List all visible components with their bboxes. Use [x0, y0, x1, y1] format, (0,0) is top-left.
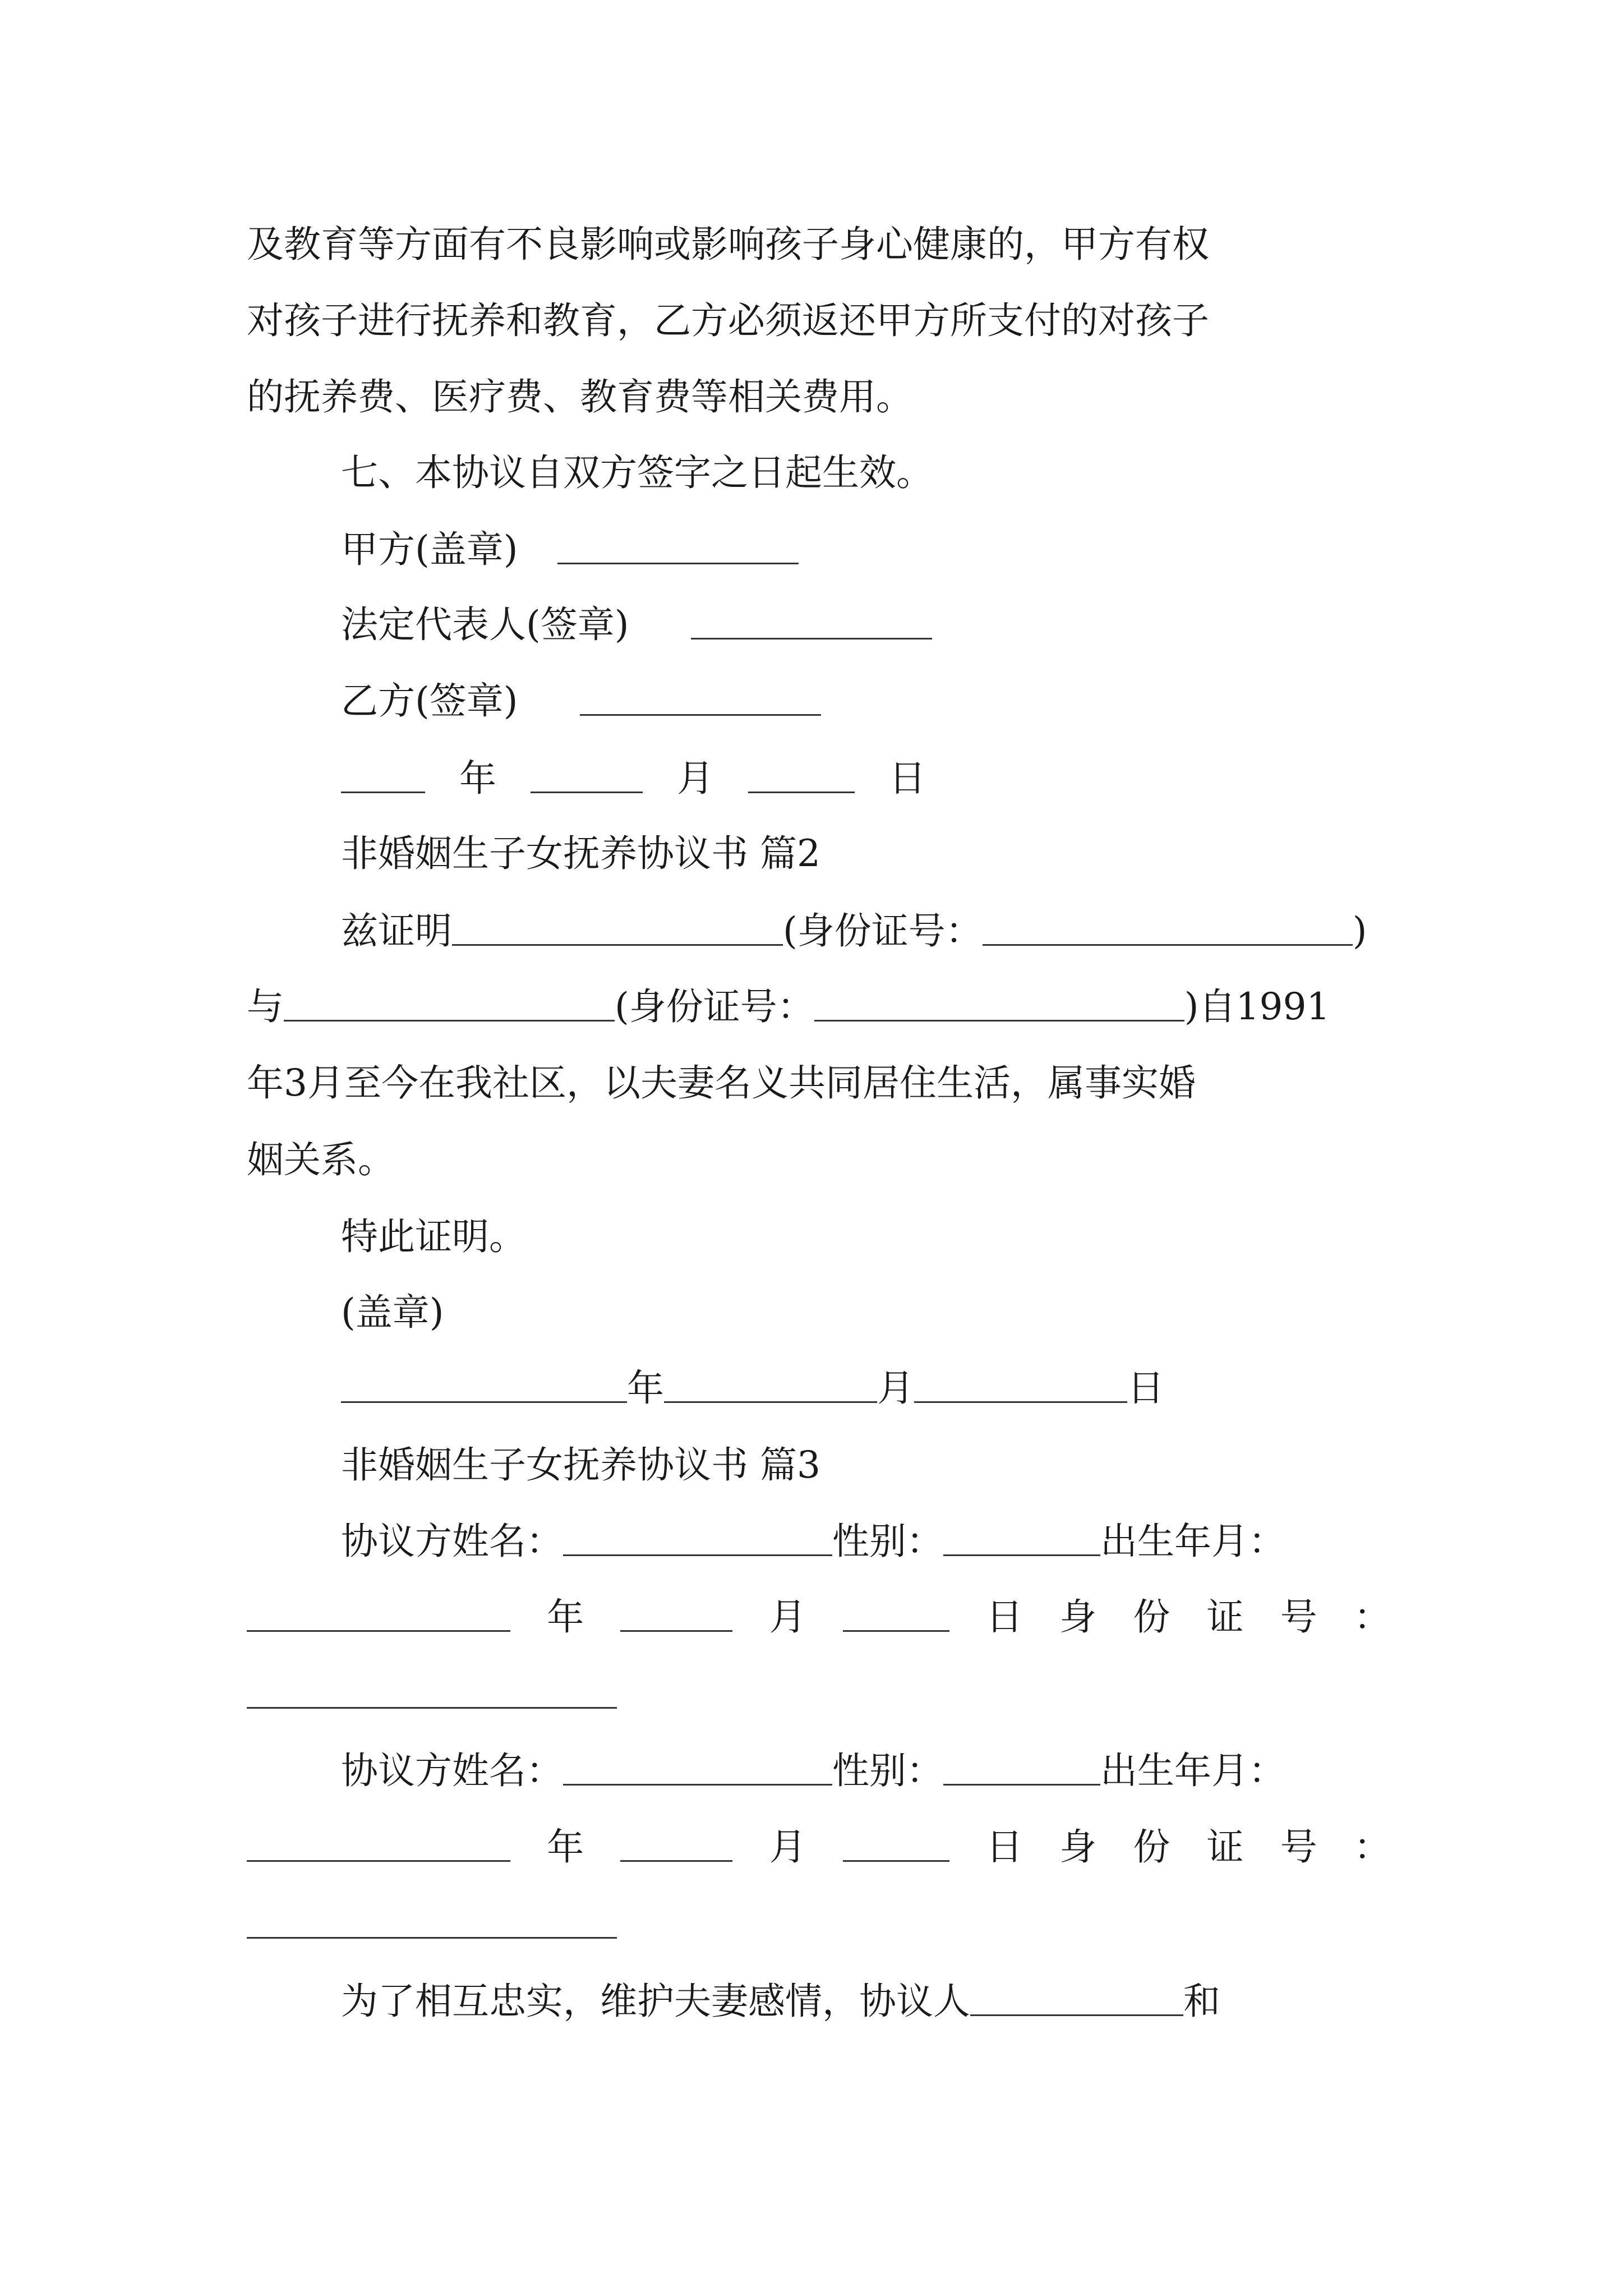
text: 与	[247, 985, 284, 1028]
day-label: 日	[888, 757, 926, 800]
year-blank	[341, 792, 425, 793]
name-blank	[563, 1554, 832, 1556]
certify-line	[341, 903, 1407, 959]
month-blank	[664, 1401, 877, 1403]
certify-line-2	[247, 979, 1391, 1035]
day-blank	[914, 1401, 1127, 1403]
text: 年3月至今在我社区，以夫妻名义共同居住生活，属事实婚	[247, 1061, 1196, 1105]
text: 身	[1059, 1595, 1097, 1639]
id-blank	[247, 1937, 617, 1939]
day-blank	[843, 1630, 949, 1632]
text: 性别：	[832, 1520, 943, 1563]
birth-id-line-1	[247, 1589, 1391, 1645]
text: )自1991	[1184, 985, 1330, 1028]
text: 份	[1133, 1595, 1170, 1639]
text: 身	[1059, 1825, 1097, 1869]
id-blank-line-1	[247, 1666, 1391, 1722]
party-blank	[970, 2014, 1183, 2016]
text: 证	[1206, 1825, 1244, 1869]
text: 和	[1183, 1980, 1220, 2023]
text: 号	[1280, 1595, 1317, 1639]
legal-rep-signature-line	[341, 597, 1485, 653]
year-label: 年	[459, 757, 496, 800]
text: ：	[1353, 1595, 1391, 1639]
party-info-line-2	[341, 1743, 1485, 1799]
paragraph-line	[247, 369, 1391, 425]
day-label: 日	[1127, 1366, 1164, 1410]
text: 姻关系。	[247, 1138, 395, 1181]
month-blank	[620, 1630, 732, 1632]
id-blank	[247, 1707, 617, 1709]
day-label: 日	[985, 1595, 1023, 1639]
text: 号	[1280, 1825, 1317, 1869]
text: 非婚姻生子女抚养协议书 篇3	[341, 1443, 820, 1487]
paragraph-line	[247, 217, 1391, 273]
year-label: 年	[547, 1825, 584, 1869]
text: 的抚养费、医疗费、教育费等相关费用。	[247, 375, 913, 418]
text: 证	[1206, 1595, 1244, 1639]
month-blank	[620, 1860, 732, 1862]
text: 出生年月：	[1100, 1749, 1285, 1792]
section-title-3	[341, 1437, 1485, 1493]
name-blank	[563, 1784, 832, 1786]
month-label: 月	[769, 1825, 806, 1869]
text: 出生年月：	[1100, 1520, 1285, 1563]
text: 非婚姻生子女抚养协议书 篇2	[341, 832, 820, 875]
year-blank	[247, 1860, 510, 1862]
id-blank	[983, 944, 1353, 946]
birth-id-line-2	[247, 1819, 1391, 1875]
party-a-blank	[557, 563, 799, 564]
text: )	[1352, 909, 1367, 953]
date-line	[341, 751, 1485, 807]
fidelity-line	[341, 1973, 1485, 2030]
id-blank-line-2	[247, 1896, 1391, 1952]
seal-line	[341, 1285, 1485, 1341]
text: (身份证号：	[783, 909, 983, 953]
text: 性别：	[832, 1749, 943, 1792]
paragraph-line	[247, 1055, 1391, 1111]
party-a-signature-line	[341, 522, 1485, 578]
text: 份	[1133, 1825, 1170, 1869]
text: 为了相互忠实，维护夫妻感情，协议人	[341, 1980, 970, 2023]
text: 七、本协议自双方签字之日起生效。	[341, 451, 933, 494]
date-line-2	[341, 1360, 1485, 1416]
month-label: 月	[676, 757, 714, 800]
text: (身份证号：	[615, 985, 814, 1028]
legal-rep-label: 法定代表人(签章)	[341, 603, 629, 646]
month-label: 月	[877, 1366, 914, 1410]
month-blank	[531, 792, 643, 793]
text: 兹证明	[341, 909, 452, 953]
month-label: 月	[769, 1595, 806, 1639]
section-title-2	[341, 826, 1485, 882]
text: (盖章)	[341, 1291, 444, 1334]
text: 特此证明。	[341, 1215, 526, 1258]
text: 对孩子进行抚养和教育，乙方必须返还甲方所支付的对孩子	[247, 299, 1209, 342]
year-blank	[247, 1630, 510, 1632]
day-label: 日	[985, 1825, 1023, 1869]
gender-blank	[943, 1784, 1100, 1786]
clause-seven	[341, 445, 1485, 501]
paragraph-line	[247, 293, 1391, 349]
paragraph-line	[247, 1132, 1391, 1188]
legal-rep-blank	[691, 638, 932, 639]
year-label: 年	[547, 1595, 584, 1639]
hereby-certify	[341, 1209, 1485, 1265]
text: 及教育等方面有不良影响或影响孩子身心健康的，甲方有权	[247, 223, 1209, 266]
party-info-line-1	[341, 1513, 1485, 1570]
year-label: 年	[627, 1366, 664, 1410]
gender-blank	[943, 1554, 1100, 1556]
text: ：	[1353, 1825, 1391, 1869]
party-a-label: 甲方(盖章)	[341, 528, 518, 571]
day-blank	[748, 792, 855, 793]
party-b-blank	[580, 714, 821, 716]
name-blank	[284, 1020, 615, 1022]
text: 协议方姓名：	[341, 1520, 563, 1563]
year-blank	[341, 1401, 627, 1403]
day-blank	[843, 1860, 949, 1862]
text: 协议方姓名：	[341, 1749, 563, 1792]
id-blank	[814, 1020, 1184, 1022]
party-b-signature-line	[341, 673, 1485, 729]
party-b-label: 乙方(签章)	[341, 679, 518, 723]
name-blank	[452, 944, 783, 946]
